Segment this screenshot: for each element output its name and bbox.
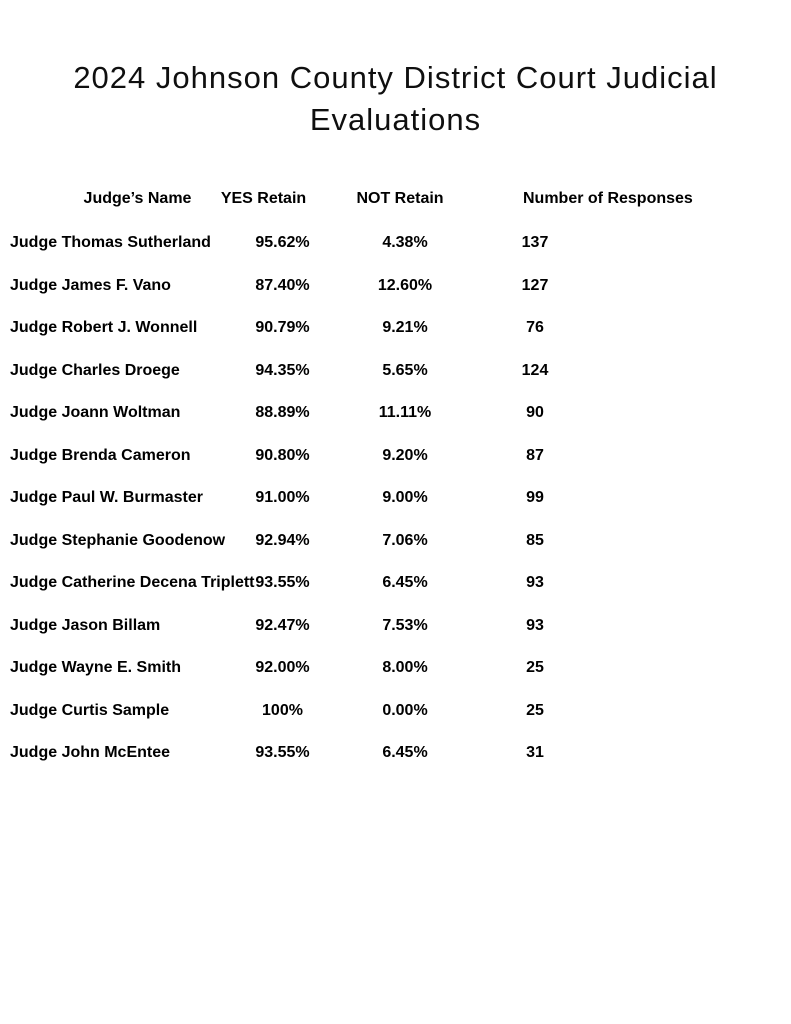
responses-cell xyxy=(470,532,791,550)
judge-name-cell: Judge Brenda Cameron xyxy=(10,446,191,464)
judge-name-cell: Judge Curtis Sample xyxy=(10,701,170,719)
table-row xyxy=(0,435,791,478)
responses-cell xyxy=(470,617,791,635)
responses-value: 99 xyxy=(526,489,544,507)
yes-retain-cell: 88.89% xyxy=(255,404,310,422)
not-retain-cell: 12.60% xyxy=(377,276,433,294)
table-row xyxy=(0,350,791,393)
not-retain-cell: 5.65% xyxy=(382,361,428,379)
header-number-of-responses: Number of Responses xyxy=(523,190,693,208)
evaluations-table xyxy=(0,178,791,775)
header-judge-name: Judge’s Name xyxy=(83,190,192,208)
yes-retain-cell: 93.55% xyxy=(255,574,310,592)
judge-name-cell: Judge John McEntee xyxy=(10,744,171,762)
table-row xyxy=(0,732,791,775)
responses-value: 137 xyxy=(521,234,549,252)
yes-retain-cell: 91.00% xyxy=(255,489,310,507)
table-row xyxy=(0,562,791,605)
judge-name-cell: Judge Paul W. Burmaster xyxy=(10,489,203,507)
responses-value: 93 xyxy=(526,574,544,592)
not-retain-cell: 6.45% xyxy=(382,744,428,762)
responses-cell xyxy=(470,234,791,252)
yes-retain-cell: 92.47% xyxy=(255,616,310,634)
judge-name-cell: Judge Stephanie Goodenow xyxy=(10,531,226,549)
yes-retain-cell: 94.35% xyxy=(255,361,310,379)
yes-retain-cell: 87.40% xyxy=(255,276,310,294)
judge-name-cell: Judge Catherine Decena Triplett xyxy=(10,574,255,592)
responses-cell xyxy=(470,489,791,507)
not-retain-cell: 9.00% xyxy=(382,489,428,507)
table-row xyxy=(0,690,791,733)
yes-retain-cell: 100% xyxy=(262,701,303,719)
not-retain-cell: 9.21% xyxy=(382,319,428,337)
responses-cell xyxy=(470,702,791,720)
table-row xyxy=(0,307,791,350)
not-retain-cell: 7.06% xyxy=(382,531,428,549)
responses-cell xyxy=(470,319,791,337)
not-retain-cell: 11.11% xyxy=(378,404,432,422)
responses-value: 85 xyxy=(526,531,544,549)
yes-retain-cell: 90.79% xyxy=(255,319,310,337)
responses-cell xyxy=(470,277,791,295)
responses-value: 124 xyxy=(521,361,549,379)
table-row xyxy=(0,647,791,690)
header-yes-retain: YES Retain xyxy=(220,190,307,208)
responses-value: 90 xyxy=(526,404,544,422)
judge-name-cell: Judge Thomas Sutherland xyxy=(10,234,211,252)
yes-retain-cell: 95.62% xyxy=(255,234,310,252)
responses-cell xyxy=(470,362,791,380)
table-row xyxy=(0,605,791,648)
yes-retain-cell: 90.80% xyxy=(255,446,310,464)
table-header-row xyxy=(0,178,791,221)
not-retain-cell: 7.53% xyxy=(382,616,428,634)
header-not-retain: NOT Retain xyxy=(356,190,444,208)
responses-cell xyxy=(470,404,791,422)
responses-value: 25 xyxy=(526,701,544,719)
responses-value: 93 xyxy=(526,616,544,634)
judge-name-cell: Judge James F. Vano xyxy=(10,276,171,294)
responses-value: 25 xyxy=(526,659,544,677)
judge-name-cell: Judge Charles Droege xyxy=(10,361,180,379)
responses-cell xyxy=(470,744,791,762)
not-retain-cell: 4.38% xyxy=(382,234,428,252)
table-row xyxy=(0,520,791,563)
table-row xyxy=(0,222,791,265)
responses-value: 76 xyxy=(526,319,544,337)
not-retain-cell: 8.00% xyxy=(382,659,428,677)
page-title: 2024 Johnson County District Court Judicial Evaluations xyxy=(73,59,718,137)
judge-name-cell: Judge Wayne E. Smith xyxy=(10,659,181,677)
not-retain-cell: 0.00% xyxy=(382,701,428,719)
responses-cell xyxy=(470,447,791,465)
judge-name-cell: Judge Robert J. Wonnell xyxy=(10,319,198,337)
table-row xyxy=(0,392,791,435)
table-row xyxy=(0,477,791,520)
not-retain-cell: 9.20% xyxy=(382,446,428,464)
responses-value: 31 xyxy=(526,744,544,762)
responses-value: 87 xyxy=(526,446,544,464)
responses-cell xyxy=(470,574,791,592)
table-row xyxy=(0,265,791,308)
responses-value: 127 xyxy=(521,276,549,294)
judge-name-cell: Judge Jason Billam xyxy=(10,616,161,634)
responses-cell xyxy=(470,659,791,677)
yes-retain-cell: 92.00% xyxy=(255,659,310,677)
not-retain-cell: 6.45% xyxy=(382,574,428,592)
yes-retain-cell: 92.94% xyxy=(255,531,310,549)
judge-name-cell: Judge Joann Woltman xyxy=(10,404,181,422)
yes-retain-cell: 93.55% xyxy=(255,744,310,762)
